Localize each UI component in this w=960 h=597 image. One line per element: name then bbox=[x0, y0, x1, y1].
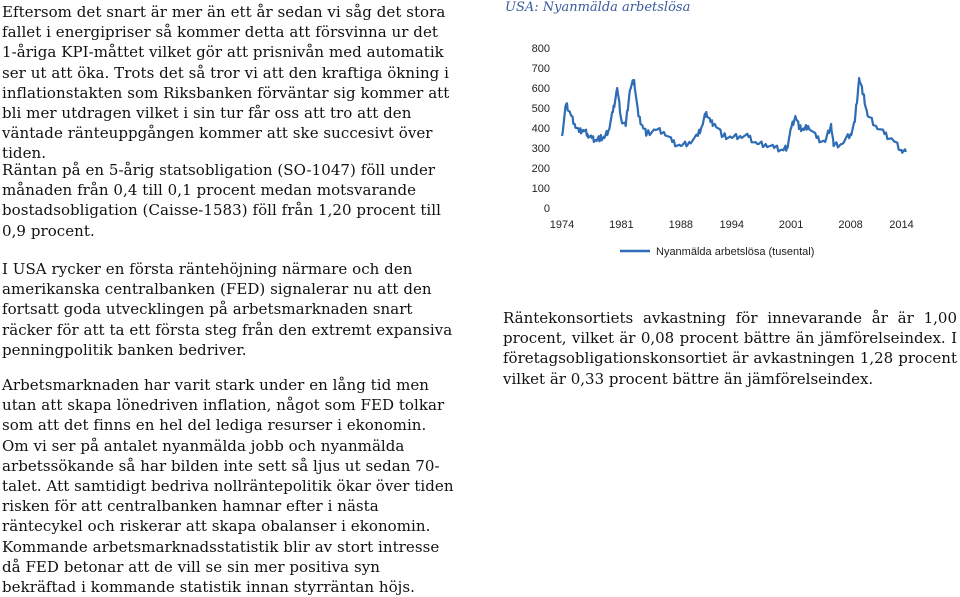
paragraph-labor-market: Arbetsmarknaden har varit stark under en lång tid men utan att skapa lönedriven inflation, något som FED tolkar som att det finns en hel del lediga resurser i ekonomin. Om vi ser på antalet nyanmälda jobb och nyanmälda arbetssökande så har bilden inte sett så ljus ut sedan 70-talet. Att samtidigt bedriva nollräntepolitik ökar över tiden risken för att centralbanken hamnar efter i nästa räntecykel och riskerar att skapa obalanser i ekonomin. Kommande arbetsmarknadsstatistik blir av stort intresse då FED betonar att de vill se sin mer positiva syn bekräftad i kommande statistik innan styrräntan höjs. bbox=[2, 376, 454, 597]
series-line bbox=[562, 78, 906, 153]
x-tick-label: 1994 bbox=[719, 219, 744, 231]
x-tick-label: 2008 bbox=[838, 219, 863, 231]
y-tick-label: 0 bbox=[543, 203, 550, 215]
paragraph-inflation: Eftersom det snart är mer än ett år sedan vi såg det stora fallet i energipriser så kommer detta att försvinna ur det 1-åriga KPI-måttet vilket gör att prisnivån med automatik ser ut att öka. Trots det så tror vi att den kraftiga ökning i inflationstakten som Riksbanken förväntar sig kommer att bli mer utdragen vilket i sin tur får oss att tro att den väntade ränteuppgången kommer att ske succesivt över tiden. bbox=[2, 3, 450, 163]
x-tick-label: 1981 bbox=[609, 219, 634, 231]
paragraph-usa-fed: I USA rycker en första räntehöjning närmare och den amerikanska centralbanken (FED) signalerar nu att den fortsatt goda utvecklingen på arbetsmarknaden snart räcker för att ta ett första steg från den extremt expansiva penningpolitik banken bedriver. bbox=[2, 260, 453, 359]
y-tick-label: 300 bbox=[531, 143, 550, 155]
legend-label: Nyanmälda arbetslösa (tusental) bbox=[656, 246, 815, 258]
y-tick-label: 600 bbox=[531, 83, 550, 95]
x-tick-label: 2001 bbox=[778, 219, 804, 231]
x-tick-label: 1974 bbox=[549, 219, 575, 231]
y-tick-label: 800 bbox=[531, 43, 550, 55]
x-tick-label: 2014 bbox=[889, 219, 914, 231]
chart-title: USA: Nyanmälda arbetslösa bbox=[505, 0, 691, 15]
y-tick-label: 700 bbox=[531, 63, 550, 75]
x-tick-label: 1988 bbox=[668, 219, 694, 231]
y-tick-label: 400 bbox=[531, 123, 550, 135]
paragraph-bond-rates: Räntan på en 5-årig statsobligation (SO-1047) föll under månaden från 0,4 till 0,1 procent medan motsvarande bostadsobligation (Caisse-1583) föll från 1,20 procent till 0,9 procent. bbox=[2, 161, 441, 240]
portfolio-returns-text: Räntekonsortiets avkastning för innevarande år är 1,00 procent, vilket är 0,08 procent bättre än jämförelseindex. I företagsobligationskonsortiet är avkastningen 1,28 procent vilket är 0,33 procent bättre än jämförelseindex. bbox=[503, 309, 957, 388]
unemployment-claims-chart bbox=[500, 30, 940, 270]
y-tick-label: 100 bbox=[531, 183, 550, 195]
y-tick-label: 500 bbox=[531, 103, 550, 115]
y-tick-label: 200 bbox=[531, 163, 550, 175]
